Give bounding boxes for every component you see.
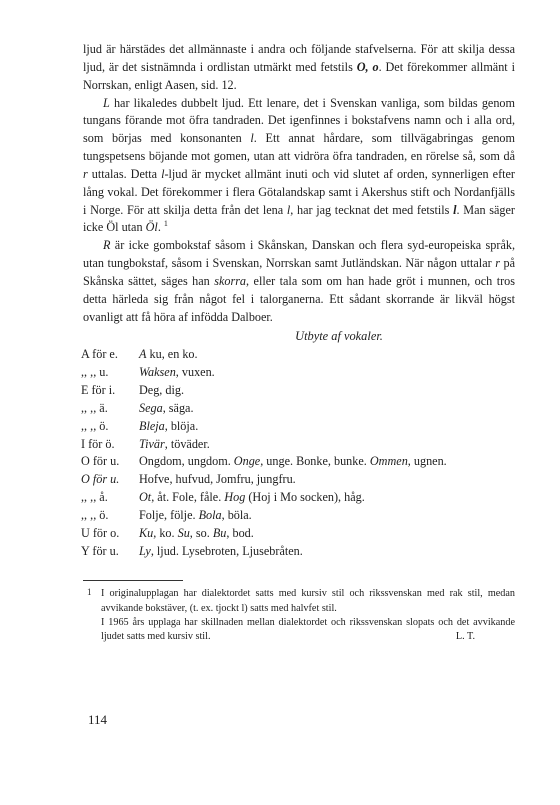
footnote-divider: [83, 580, 183, 581]
vowel-row-label: I för ö.: [81, 436, 115, 451]
vowel-row-example: Sega, säga.: [139, 400, 194, 415]
vowel-row-label: ,, ,, ö.: [81, 507, 109, 522]
paragraph-o-sound: ljud är härstädes det allmännaste i andra och följande stafvelserna. För att skilja dessa ljud, är det sistnämnda i ordlistan utmärkt med fetstils O, o. Det förekommer allmänt i Norrskan, enligt Aasen, sid. 12.: [83, 42, 515, 92]
vowel-row: [81, 400, 515, 418]
vowel-row-example: Waksen, vuxen.: [139, 365, 215, 380]
page-body: [83, 41, 515, 645]
vowel-row-example: A ku, en ko.: [139, 347, 198, 362]
vowel-row: [81, 453, 515, 471]
footnote-mark: 1: [87, 587, 92, 598]
vowel-row-label: O för u.: [81, 472, 120, 487]
vowel-row-example: Bleja, blöja.: [139, 418, 199, 433]
vowel-row: [81, 364, 515, 382]
vowel-row: [81, 418, 515, 436]
vowel-row: [81, 543, 515, 561]
vowel-exchange-table: [81, 346, 515, 560]
vowel-row: [81, 382, 515, 400]
vowel-row: [81, 489, 515, 507]
section-heading: Utbyte af vokaler.: [295, 328, 383, 343]
footnote-line-2-text: I 1965 års upplaga har skillnaden mellan dialektordet och rikssvenskan slopats och det avvikande ljudet satts med kursiv stil.: [101, 617, 515, 643]
vowel-row: [81, 471, 515, 489]
vowel-row-label: E för i.: [81, 383, 116, 398]
paragraph-l-sound: L har likaledes dubbelt ljud. Ett lenare, det i Svenskan vanliga, som bildas genom tungans förande mot öfra tandraden. Det igenfinnes i bokstafvens namn och i alla ord, som börjas med konsonanten l. Ett annat hårdare, som tillvägabringas genom tungspetsens böjande mot gomen, utan att vidröra öfra tandraden, en rörelse så, som då r uttalas. Detta l-ljud är mycket allmänt inuti och vid slutet af orden, synnerligen efter lång vokal. Det förekommer i flera Götalandskap samt i Akershus stift och Nordanfjälls i Norge. För att skilja detta från det lena l, har jag tecknat det med fetstils l. Man säger icke Öl utan Öl. $^1$: [83, 95, 515, 235]
footnote-signature: L. T.: [455, 631, 475, 643]
vowel-row-label: ,, ,, ö.: [81, 418, 109, 433]
vowel-row-example: Tivär, töväder.: [139, 436, 210, 451]
vowel-row-example: Ongdom, ungdom. Onge, unge. Bonke, bunke. Ommen, ugnen.: [139, 454, 447, 469]
vowel-row-example: Hofve, hufvud, Jomfru, jungfru.: [139, 472, 296, 487]
vowel-row-example: Deg, dig.: [139, 383, 185, 398]
vowel-row: [81, 525, 515, 543]
vowel-row: [81, 346, 515, 364]
footnote-line-1: I originalupplagan har dialektordet satts med kursiv stil och rikssvenskan med rak stil, medan avvikande bokstäver, (t. ex. tjockt l) satts med halvfet stil.: [101, 588, 515, 614]
vowel-row-label: A för e.: [81, 347, 118, 362]
vowel-row-label: U för o.: [81, 525, 120, 540]
vowel-row: [81, 507, 515, 525]
footnote-line-2: [101, 616, 515, 645]
footnote: [83, 587, 515, 644]
vowel-row-example: Ot, åt. Fole, fåle. Hog (Hoj i Mo socken), håg.: [139, 490, 365, 505]
vowel-row-label: ,, ,, ä.: [81, 400, 108, 415]
paragraph-r-sound: R är icke gombokstaf såsom i Skånskan, Danskan och flera syd-europeiska språk, utan tungbokstaf, såsom i Svenskan, Norrskan samt Jutländskan. När någon uttalar r på Skånska sättet, säges han skorra, eller tala som om han hade gröt i munnen, och tros detta härleda sig från något fel i talorganerna. Ett sådant skorrande är likväl högst ovanligt att få höra af infödda Dalboer.: [83, 238, 515, 324]
vowel-row-label: O för u.: [81, 454, 120, 469]
vowel-row-label: Y för u.: [81, 543, 119, 558]
page-number: 114: [88, 712, 108, 727]
vowel-row-label: ,, ,, u.: [81, 365, 109, 380]
vowel-row-example: Ly, ljud. Lysebroten, Ljusebråten.: [139, 543, 303, 558]
vowel-row-label: ,, ,, å.: [81, 490, 108, 505]
vowel-row: [81, 436, 515, 454]
vowel-row-example: Ku, ko. Su, so. Bu, bod.: [139, 525, 254, 540]
vowel-row-example: Folje, följe. Bola, böla.: [139, 507, 252, 522]
